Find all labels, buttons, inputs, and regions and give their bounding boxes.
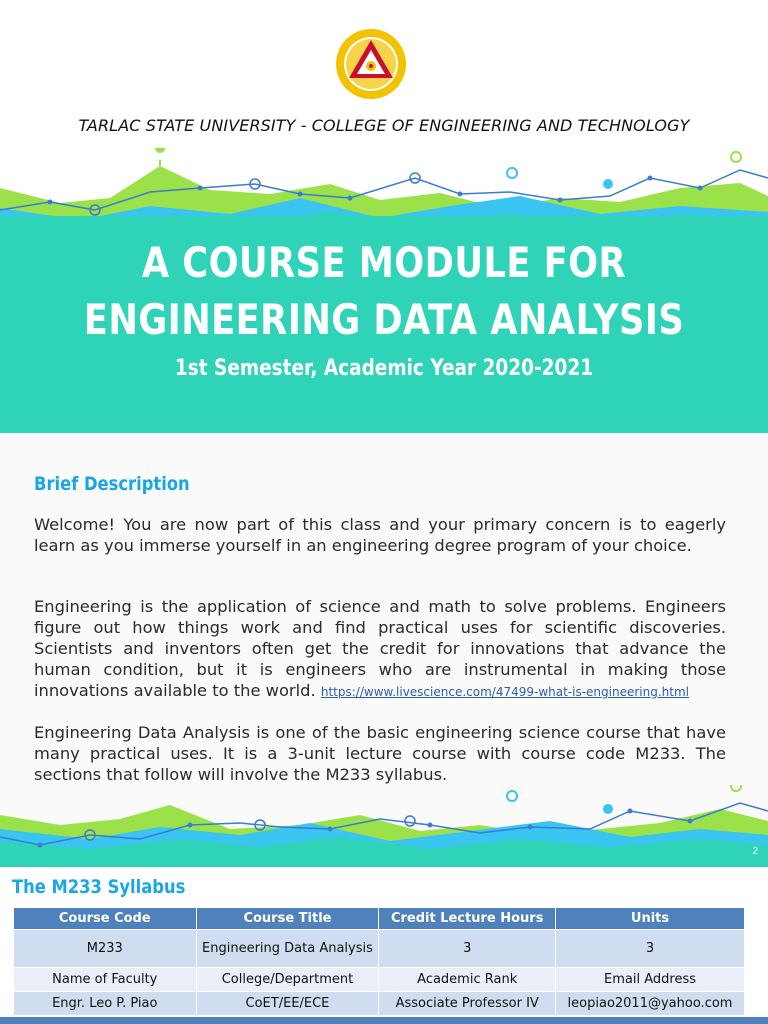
syllabus-page [0, 867, 768, 1024]
course-paragraph: Engineering Data Analysis is one of the basic engineering science course that have many practical uses. It is a 3-unit lecture course with course code M233. The sections that follow will involve the M233 syllabus. [34, 723, 726, 784]
table-cell: M233 [14, 930, 197, 968]
table-header-cell: Credit Lecture Hours [379, 908, 556, 930]
table-row [14, 930, 745, 968]
table-cell: CoET/EE/ECE [196, 992, 379, 1016]
module-title-line1: A COURSE MODULE FOR [141, 238, 627, 287]
table-cell: College/Department [196, 968, 379, 992]
brief-description-heading: Brief Description [34, 473, 190, 495]
table-cell: Associate Professor IV [379, 992, 556, 1016]
table-cell: Academic Rank [379, 968, 556, 992]
engineering-paragraph-text: Engineering is the application of science and math to solve problems. Engineers figure out how things work and find practical uses for scientific discoveries. Scientists and inventors often get the credit for innovations that advance the human condition, but it is engineers who are instrumental in making those innovations available to the world. [34, 597, 726, 700]
table-cell: Engr. Leo P. Piao [14, 992, 197, 1016]
welcome-paragraph: Welcome! You are now part of this class and your primary concern is to eagerly learn as you immerse yourself in an engineering degree program of your choice. [34, 515, 726, 555]
table-cell: Engineering Data Analysis [196, 930, 379, 968]
table-row [14, 992, 745, 1016]
description-page [0, 433, 768, 867]
livescience-link[interactable]: https://www.livescience.com/47499-what-is-engineering.html [320, 685, 689, 699]
table-header-row [14, 908, 745, 930]
table-cell: 3 [379, 930, 556, 968]
table-row [14, 968, 745, 992]
table-cell[interactable]: leopiao2011@yahoo.com [556, 992, 745, 1016]
table-header-cell: Units [556, 908, 745, 930]
table-cell: 3 [556, 930, 745, 968]
module-title-line2: ENGINEERING DATA ANALYSIS [83, 295, 685, 344]
university-seal-icon [335, 28, 407, 100]
table-continuation-bar [0, 1017, 768, 1024]
table-header-cell: Course Code [14, 908, 197, 930]
page-number: 2 [752, 846, 758, 857]
table-cell: Name of Faculty [14, 968, 197, 992]
engineering-paragraph [34, 596, 726, 703]
cover-page [0, 0, 768, 433]
syllabus-heading: The M233 Syllabus [12, 876, 186, 898]
module-title [61, 234, 706, 348]
semester-subtitle: 1st Semester, Academic Year 2020-2021 [174, 356, 594, 381]
table-header-cell: Course Title [196, 908, 379, 930]
decorative-wave-bottom [0, 785, 768, 867]
syllabus-table [13, 907, 745, 1016]
table-cell: Email Address [556, 968, 745, 992]
university-title: TARLAC STATE UNIVERSITY - COLLEGE OF ENGINEERING AND TECHNOLOGY [78, 116, 690, 135]
